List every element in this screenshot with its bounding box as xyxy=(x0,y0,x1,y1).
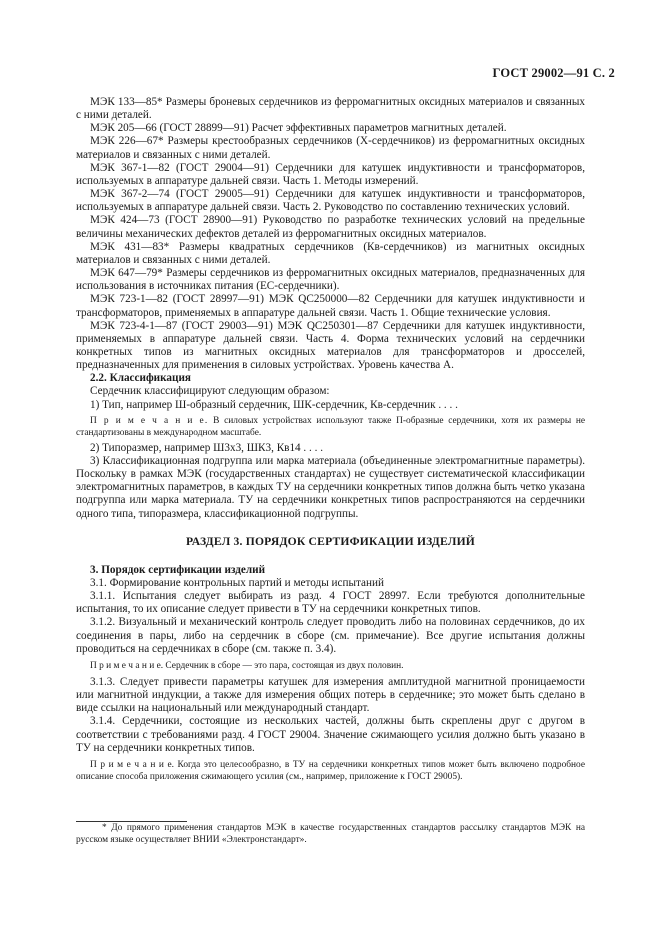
ref-iec-226: МЭК 226—67* Размеры крестообразных сердечников (Х-сердечников) из ферромагнитных оксидных материалов и связанных с ними деталей. xyxy=(76,135,585,161)
ref-iec-367-1: МЭК 367-1—82 (ГОСТ 29004—91) Сердечники для катушек индуктивности и трансформаторов, используемых в аппаратуре дальней связи. Часть 1. Методы измерений. xyxy=(76,161,585,187)
note-text: В силовых устройствах используют также П-образные сердечники, хотя их размеры не стандартизованы в международном масштабе. xyxy=(76,415,586,438)
note-label: П р и м е ч а н и е. xyxy=(90,415,209,426)
classification-heading: 2.2. Классификация xyxy=(90,372,191,385)
classification-note xyxy=(76,415,585,439)
page-header: ГОСТ 29002—91 С. 2 xyxy=(492,66,615,80)
footnote: * До прямого применения стандартов МЭК в качестве государственных стандартов рассылку стандартов МЭК на русском языке осуществляет ВНИИ «Электронстандарт». xyxy=(76,823,585,845)
ref-iec-723-4-1: МЭК 723-4-1—87 (ГОСТ 29003—91) МЭК QC250301—87 Сердечники для катушек индуктивности, применяемых в аппаратуре дальней связи. Часть 4. Форма технических условий на сердечники конкретных типов из магнитных оксидных материалов для трансформаторов и дросселей, предназначенных для применения в силовых устройствах. Уровень качества А. xyxy=(76,319,585,372)
ref-iec-723-1: МЭК 723-1—82 (ГОСТ 28997—91) МЭК QC250000—82 Сердечники для катушек индуктивности и трансформаторов, применяемых в аппаратуре дальней связи. Часть 1. Общие технические условия. xyxy=(76,293,585,319)
classification-intro: Сердечник классифицируют следующим образом: xyxy=(90,385,330,398)
clause-3-1-3: 3.1.3. Следует привести параметры катушек для измерения амплитудной магнитной проницаемости или магнитной индукции, а также для измерения общих потерь в сердечнике; это может быть сделано в виде ссылки на национальный или международный стандарт. xyxy=(76,675,585,715)
ref-iec-367-2: МЭК 367-2—74 (ГОСТ 29005—91) Сердечники для катушек индуктивности и трансформаторов, используемых в аппаратуре дальней связи. Часть 2. Руководство по составлению технических условий. xyxy=(76,188,585,214)
clause-3-1-2: 3.1.2. Визуальный и механический контроль следует проводить либо на половинах сердечников, до их соединения в пары, либо на сердечник в сборе (см. примечание). Все другие испытания должны проводиться на сердечниках в сборе (см. также п. 3.4). xyxy=(76,616,585,655)
note-text: Сердечник в сборе — это пара, состоящая из двух половин. xyxy=(165,660,404,671)
ref-iec-133: МЭК 133—85* Размеры броневых сердечников из ферромагнитных оксидных материалов и связанных с ними деталей. xyxy=(76,96,585,122)
clause-3-1-4-note xyxy=(76,759,585,783)
clause-3-1-1: 3.1.1. Испытания следует выбирать из разд. 4 ГОСТ 28997. Если требуются дополнительные испытания, то их описание следует привести в ТУ на сердечники конкретных типов. xyxy=(76,590,585,616)
ref-iec-647: МЭК 647—79* Размеры сердечников из ферромагнитных оксидных материалов, предназначенных для использования в источниках питания (ЕС-сердечники). xyxy=(76,267,585,293)
clause-3-1-4: 3.1.4. Сердечники, состоящие из нескольких частей, должны быть скреплены друг с другом в соответствии с требованиями разд. 4 ГОСТ 29004. Значение сжимающего усилия должно быть указано в ТУ на сердечники конкретных типов. xyxy=(76,715,585,754)
clause-3-1: 3.1. Формирование контрольных партий и методы испытаний xyxy=(90,577,384,589)
clause-3-1-2-note xyxy=(76,660,585,672)
page-body xyxy=(76,96,585,786)
ref-iec-424: МЭК 424—73 (ГОСТ 28900—91) Руководство по разработке технических условий на предельные величины механических дефектов деталей из ферромагнитных оксидных материалов. xyxy=(76,214,585,240)
classification-item-2: 2) Типоразмер, например Ш3х3, ШК3, Кв14 . . . . xyxy=(90,441,324,454)
note-label: П р и м е ч а н и е. xyxy=(90,759,174,770)
note-text: Когда это целесообразно, в ТУ на сердечники конкретных типов может быть включено подробное описание способа приложения сжимающего усилия (см., например, приложение к ГОСТ 29005). xyxy=(76,759,586,782)
ref-iec-431: МЭК 431—83* Размеры квадратных сердечников (Кв-сердечников) из магнитных оксидных материалов и связанных с ними деталей. xyxy=(76,240,585,266)
section-3-title: РАЗДЕЛ 3. ПОРЯДОК СЕРТИФИКАЦИИ ИЗДЕЛИЙ xyxy=(185,534,476,548)
classification-item-1: 1) Тип, например Ш-образный сердечник, ШК-сердечник, Кв-сердечник . . . . xyxy=(90,398,458,411)
ref-iec-205: МЭК 205—66 (ГОСТ 28899—91) Расчет эффективных параметров магнитных деталей. xyxy=(90,122,507,135)
section-3-heading: 3. Порядок сертификации изделий xyxy=(90,563,266,576)
classification-item-3: 3) Классификационная подгруппа или марка материала (объединенные электромагнитные параметры). Поскольку в рамках МЭК (государственных стандартах) не существует систематической классификации электромагнитных параметров, в каждых ТУ на сердечники конкретных типов должна быть четко указана подгруппа или марка материала. ТУ на сердечники конкретных типов распространяются на сердечники одного типа, типоразмера, классификационной подгруппы. xyxy=(76,454,585,520)
note-label: П р и м е ч а н и е. xyxy=(90,660,164,671)
